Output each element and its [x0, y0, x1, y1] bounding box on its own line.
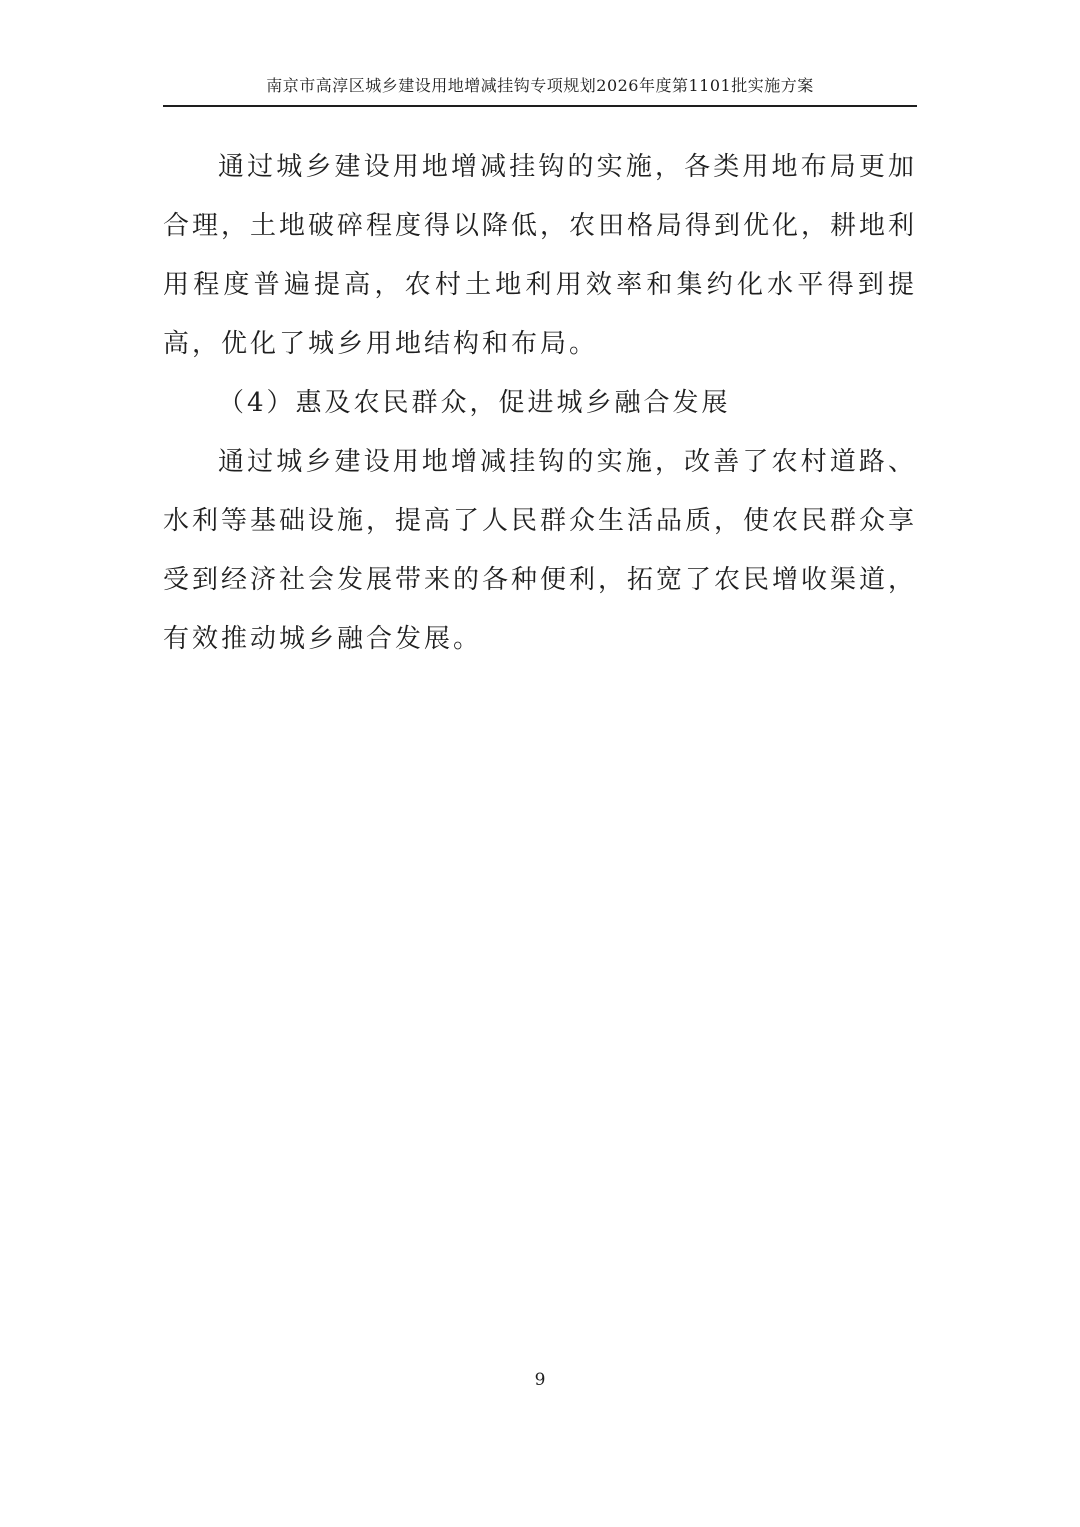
page-number: 9	[534, 1370, 546, 1390]
document-body	[163, 138, 917, 669]
page-header: 南京市高淳区城乡建设用地增减挂钩专项规划2026年度第1101批实施方案	[266, 76, 814, 95]
header-divider	[163, 105, 917, 107]
section-subheading: （4）惠及农民群众，促进城乡融合发展	[218, 388, 731, 418]
body-paragraph: 通过城乡建设用地增减挂钩的实施，各类用地布局更加合理，土地破碎程度得以降低，农田格局得到优化，耕地利用程度普遍提高，农村土地利用效率和集约化水平得到提高，优化了城乡用地结构和布局。	[163, 152, 918, 359]
body-paragraph: 通过城乡建设用地增减挂钩的实施，改善了农村道路、水利等基础设施，提高了人民群众生活品质，使农民群众享受到经济社会发展带来的各种便利，拓宽了农民增收渠道，有效推动城乡融合发展。	[163, 447, 918, 654]
